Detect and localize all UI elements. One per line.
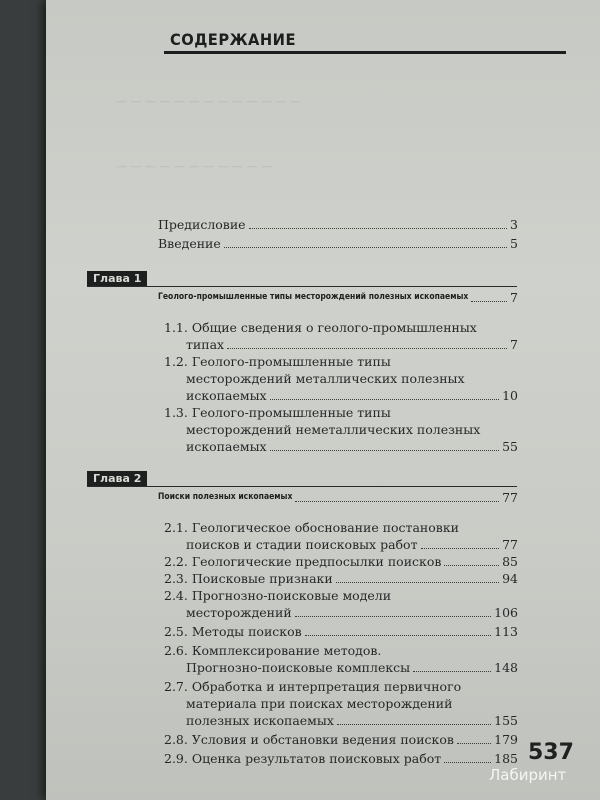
leader-dots	[224, 247, 507, 248]
toc-entry-page: 148	[494, 660, 518, 675]
bleed-through-text: — — — — — — — — — — — — —	[116, 95, 301, 108]
leader-dots	[337, 724, 491, 725]
leader-dots	[457, 743, 491, 744]
leader-dots	[444, 565, 499, 566]
toc-entry-page: 185	[494, 751, 518, 766]
chapter-1-title: Геолого-промышленные типы месторождений полезных ископаемых	[158, 292, 469, 302]
toc-entry-page: 7	[510, 337, 518, 352]
chapter-1-rule	[87, 286, 517, 287]
leader-dots	[413, 671, 491, 672]
leader-dots	[444, 762, 491, 763]
chapter-2-title-entry[interactable]	[158, 489, 518, 506]
toc-entry-page: 5	[510, 236, 518, 251]
toc-entry-preface[interactable]	[158, 216, 518, 233]
toc-entry-2-9[interactable]	[164, 750, 518, 767]
chapter-2-title: Поиски полезных ископаемых	[158, 492, 293, 502]
toc-entry-2-1-line1[interactable]: 2.1. Геологическое обоснование постановки	[164, 520, 459, 535]
toc-entry-1-1[interactable]	[186, 336, 518, 353]
toc-entry-page: 3	[510, 217, 518, 232]
toc-entry-page: 10	[502, 388, 518, 403]
toc-entry-page: 179	[494, 732, 518, 747]
toc-entry-1-2-line2[interactable]: месторождений металлических полезных	[186, 371, 465, 386]
toc-entry-1-2-line1[interactable]: 1.2. Геолого-промышленные типы	[164, 354, 391, 369]
leader-dots	[249, 228, 507, 229]
toc-entry-title: ископаемых	[186, 439, 267, 454]
leader-dots	[270, 450, 500, 451]
chapter-1-label: Глава 1	[87, 271, 147, 287]
chapter-2-rule	[87, 486, 517, 487]
toc-entry-2-7[interactable]	[186, 712, 518, 729]
toc-entry-title: полезных ископаемых	[186, 713, 334, 728]
bleed-through-text: — — — — — — — — — — —	[116, 160, 272, 173]
toc-entry-2-7-line2[interactable]: материала при поисках месторождений	[186, 696, 453, 711]
chapter-1-title-entry[interactable]	[158, 289, 518, 306]
toc-entry-title: 2.8. Условия и обстановки ведения поисков	[164, 732, 454, 747]
leader-dots	[305, 635, 491, 636]
toc-entry-title: Прогнозно-поисковые комплексы	[186, 660, 411, 675]
leader-dots	[421, 548, 500, 549]
toc-entry-1-3-line2[interactable]: месторождений неметаллических полезных	[186, 422, 481, 437]
toc-entry-2-4[interactable]	[186, 604, 518, 621]
toc-entry-2-2[interactable]	[164, 553, 518, 570]
leader-dots	[295, 616, 491, 617]
toc-entry-1-1-line1[interactable]: 1.1. Общие сведения о геолого-промышленных	[164, 320, 477, 335]
toc-entry-1-3-line1[interactable]: 1.3. Геолого-промышленные типы	[164, 405, 391, 420]
toc-entry-2-7-line1[interactable]: 2.7. Обработка и интерпретация первичного	[164, 679, 462, 694]
toc-entry-title: 2.3. Поисковые признаки	[164, 571, 333, 586]
toc-entry-introduction[interactable]	[158, 235, 518, 252]
leader-dots	[336, 582, 499, 583]
toc-entry-1-2[interactable]	[186, 387, 518, 404]
toc-entry-title: 2.5. Методы поисков	[164, 624, 302, 639]
toc-entry-2-5[interactable]	[164, 623, 518, 640]
toc-entry-page: 106	[494, 605, 518, 620]
toc-entry-page: 55	[502, 439, 518, 454]
toc-entry-page: 77	[502, 537, 518, 552]
toc-entry-page: 85	[502, 554, 518, 569]
page-number: 537	[528, 740, 574, 765]
toc-entry-2-8[interactable]	[164, 731, 518, 748]
toc-entry-page: 113	[494, 624, 518, 639]
toc-entry-2-3[interactable]	[164, 570, 518, 587]
toc-entry-title: поисков и стадии поисковых работ	[186, 537, 418, 552]
leader-dots	[295, 501, 499, 502]
watermark-logo: Лабиринт	[489, 766, 567, 784]
toc-entry-title: Введение	[158, 236, 221, 251]
toc-entry-page: 155	[494, 713, 518, 728]
leader-dots	[227, 348, 507, 349]
toc-entry-page: 77	[502, 490, 518, 505]
leader-dots	[471, 301, 507, 302]
book-page	[46, 0, 600, 800]
heading-rule	[164, 51, 566, 54]
contents-heading: СОДЕРЖАНИЕ	[170, 30, 296, 49]
toc-entry-2-6[interactable]	[186, 659, 518, 676]
toc-entry-title: Предисловие	[158, 217, 246, 232]
leader-dots	[270, 399, 500, 400]
toc-entry-2-4-line1[interactable]: 2.4. Прогнозно-поисковые модели	[164, 588, 392, 603]
toc-entry-1-3[interactable]	[186, 438, 518, 455]
toc-entry-title: месторождений	[186, 605, 292, 620]
toc-entry-title: ископаемых	[186, 388, 267, 403]
toc-entry-title: 2.9. Оценка результатов поисковых работ	[164, 751, 442, 766]
toc-entry-title: 2.2. Геологические предпосылки поисков	[164, 554, 442, 569]
toc-entry-2-1[interactable]	[186, 536, 518, 553]
toc-entry-page: 7	[510, 290, 518, 305]
toc-entry-2-6-line1[interactable]: 2.6. Комплексирование методов.	[164, 643, 382, 658]
chapter-2-label: Глава 2	[87, 471, 147, 487]
toc-entry-page: 94	[502, 571, 518, 586]
toc-entry-title: типах	[186, 337, 225, 352]
